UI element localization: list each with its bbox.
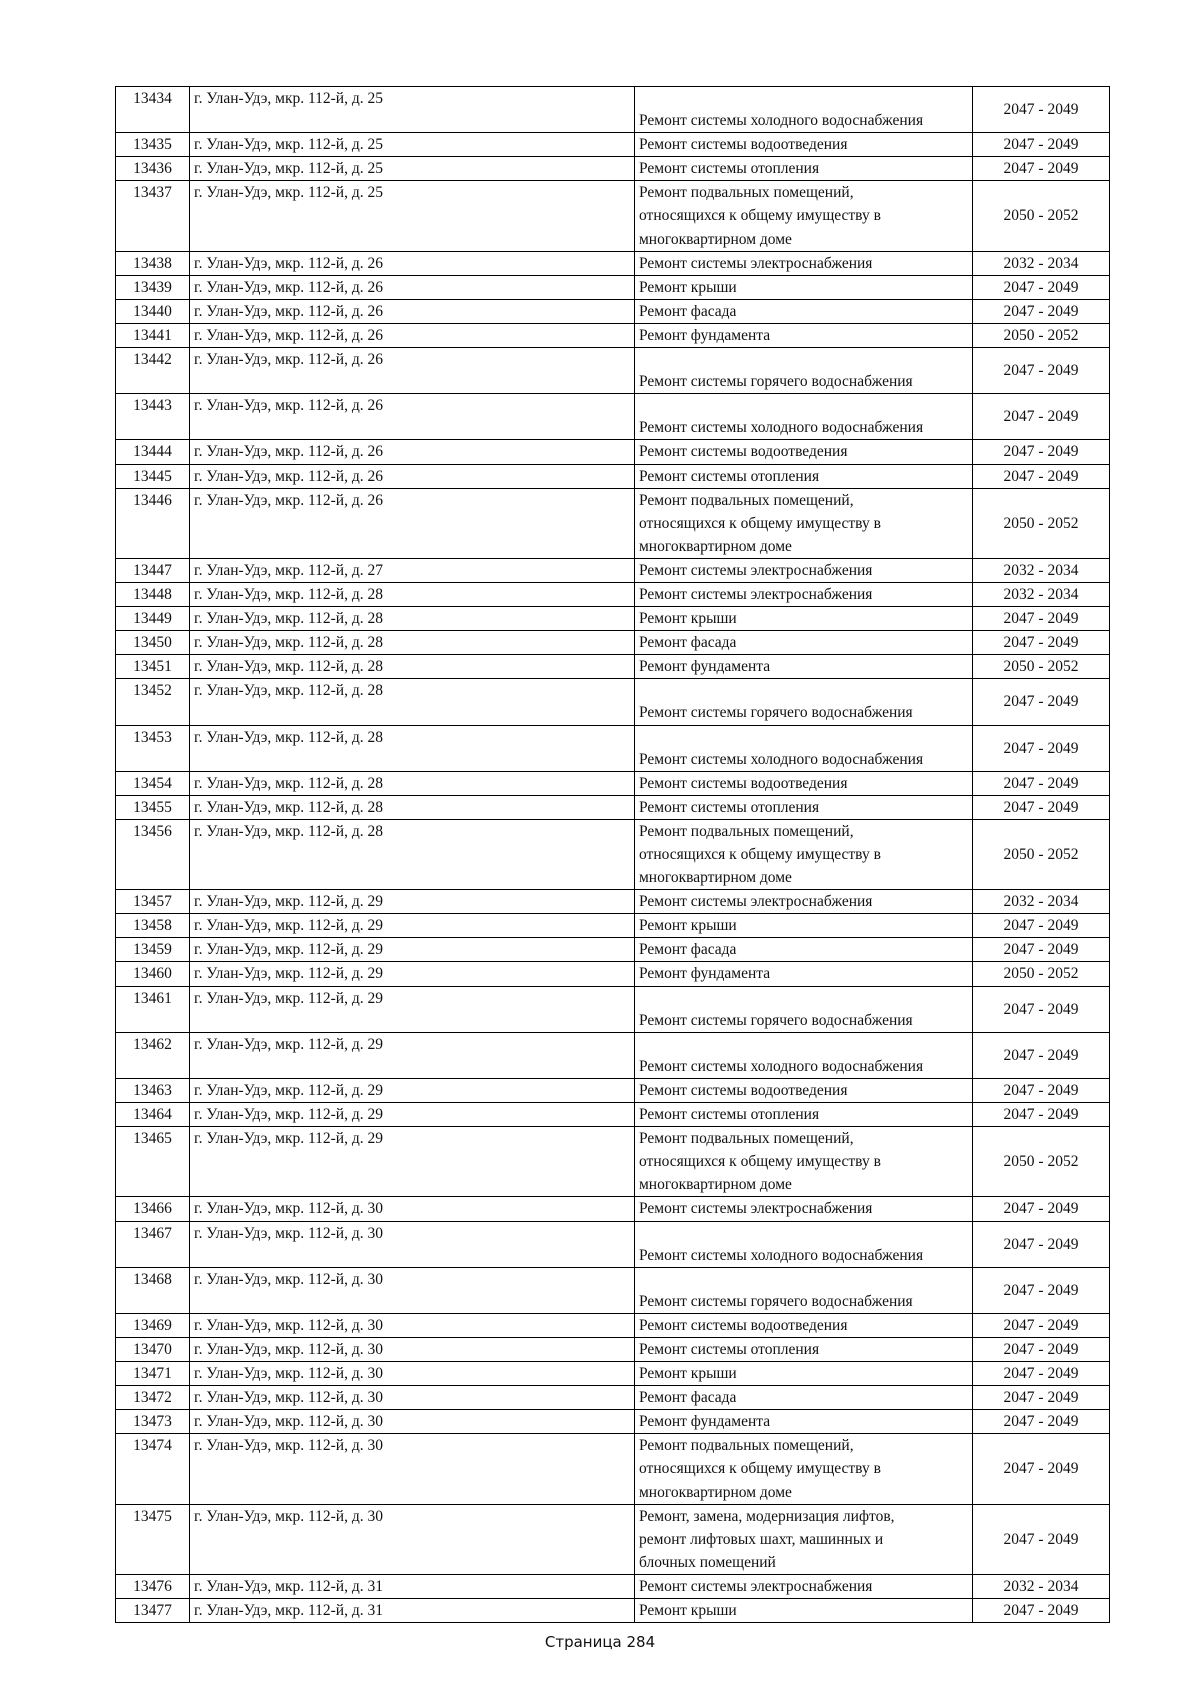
- table-row: [116, 819, 1110, 889]
- row-work-type: [635, 1599, 973, 1623]
- row-address: г. Улан-Удэ, мкр. 112-й, д. 29: [190, 890, 635, 914]
- work-line: Ремонт системы электроснабжения: [639, 1200, 873, 1218]
- row-number: 13447: [116, 558, 190, 582]
- row-period: 2047 - 2049: [973, 440, 1110, 464]
- table-row: [116, 607, 1110, 631]
- work-line: многоквартирном доме: [639, 1176, 792, 1194]
- row-address: г. Улан-Удэ, мкр. 112-й, д. 31: [190, 1599, 635, 1623]
- row-period: 2047 - 2049: [973, 1337, 1110, 1361]
- row-number: 13465: [116, 1127, 190, 1197]
- row-number: 13456: [116, 819, 190, 889]
- work-line: Ремонт крыши: [639, 917, 737, 935]
- table-row: [116, 1127, 1110, 1197]
- row-period: 2032 - 2034: [973, 251, 1110, 275]
- row-address: г. Улан-Удэ, мкр. 112-й, д. 25: [190, 157, 635, 181]
- work-line: Ремонт подвальных помещений,: [639, 184, 854, 202]
- work-line: Ремонт системы горячего водоснабжения: [639, 704, 913, 722]
- row-period: 2050 - 2052: [973, 655, 1110, 679]
- work-line: многоквартирном доме: [639, 869, 792, 887]
- work-line: Ремонт крыши: [639, 610, 737, 628]
- row-address: г. Улан-Удэ, мкр. 112-й, д. 31: [190, 1574, 635, 1598]
- work-line: Ремонт системы холодного водоснабжения: [639, 1057, 924, 1075]
- row-number: 13468: [116, 1267, 190, 1313]
- work-line: Ремонт фундамента: [639, 326, 771, 344]
- row-number: 13460: [116, 962, 190, 986]
- table-row: [116, 582, 1110, 606]
- row-number: 13461: [116, 986, 190, 1032]
- row-number: 13472: [116, 1386, 190, 1410]
- row-address: г. Улан-Удэ, мкр. 112-й, д. 29: [190, 1127, 635, 1197]
- table-row: [116, 1337, 1110, 1361]
- row-period: 2047 - 2049: [973, 1599, 1110, 1623]
- work-line: Ремонт крыши: [639, 278, 737, 296]
- row-work-type: [635, 725, 973, 771]
- table-row: [116, 771, 1110, 795]
- row-period: 2047 - 2049: [973, 771, 1110, 795]
- row-number: 13444: [116, 440, 190, 464]
- row-address: г. Улан-Удэ, мкр. 112-й, д. 30: [190, 1337, 635, 1361]
- row-work-type: [635, 795, 973, 819]
- row-number: 13470: [116, 1337, 190, 1361]
- row-period: 2047 - 2049: [973, 157, 1110, 181]
- row-work-type: [635, 181, 973, 251]
- table-row: [116, 938, 1110, 962]
- row-address: г. Улан-Удэ, мкр. 112-й, д. 29: [190, 1078, 635, 1102]
- row-period: 2047 - 2049: [973, 133, 1110, 157]
- work-line: Ремонт системы электроснабжения: [639, 254, 873, 272]
- row-address: г. Улан-Удэ, мкр. 112-й, д. 30: [190, 1197, 635, 1221]
- row-work-type: [635, 1504, 973, 1574]
- table-row: [116, 679, 1110, 725]
- table-row: [116, 1313, 1110, 1337]
- row-address: г. Улан-Удэ, мкр. 112-й, д. 28: [190, 795, 635, 819]
- work-line: Ремонт системы холодного водоснабжения: [639, 750, 924, 768]
- table-row: [116, 87, 1110, 133]
- row-work-type: [635, 986, 973, 1032]
- row-address: г. Улан-Удэ, мкр. 112-й, д. 26: [190, 251, 635, 275]
- row-work-type: [635, 679, 973, 725]
- row-work-type: [635, 1127, 973, 1197]
- row-period: 2047 - 2049: [973, 607, 1110, 631]
- row-number: 13446: [116, 488, 190, 558]
- row-address: г. Улан-Удэ, мкр. 112-й, д. 29: [190, 986, 635, 1032]
- row-address: г. Улан-Удэ, мкр. 112-й, д. 29: [190, 1032, 635, 1078]
- work-line: относящихся к общему имуществу в: [639, 514, 881, 532]
- table-row: [116, 1574, 1110, 1598]
- row-period: 2047 - 2049: [973, 1078, 1110, 1102]
- row-address: г. Улан-Удэ, мкр. 112-й, д. 28: [190, 725, 635, 771]
- work-line: Ремонт системы отопления: [639, 1106, 820, 1124]
- row-number: 13445: [116, 464, 190, 488]
- row-period: 2050 - 2052: [973, 323, 1110, 347]
- row-work-type: [635, 157, 973, 181]
- row-number: 13436: [116, 157, 190, 181]
- row-address: г. Улан-Удэ, мкр. 112-й, д. 29: [190, 962, 635, 986]
- row-address: г. Улан-Удэ, мкр. 112-й, д. 28: [190, 582, 635, 606]
- table-row: [116, 986, 1110, 1032]
- row-number: 13452: [116, 679, 190, 725]
- table-row: [116, 1078, 1110, 1102]
- work-line: Ремонт системы холодного водоснабжения: [639, 1246, 924, 1264]
- row-number: 13437: [116, 181, 190, 251]
- row-period: 2050 - 2052: [973, 488, 1110, 558]
- row-period: 2047 - 2049: [973, 986, 1110, 1032]
- row-period: 2050 - 2052: [973, 819, 1110, 889]
- row-work-type: [635, 1386, 973, 1410]
- row-period: 2047 - 2049: [973, 1386, 1110, 1410]
- row-number: 13441: [116, 323, 190, 347]
- row-period: 2032 - 2034: [973, 558, 1110, 582]
- row-work-type: [635, 938, 973, 962]
- row-period: 2047 - 2049: [973, 299, 1110, 323]
- table-row: [116, 558, 1110, 582]
- table-row: [116, 962, 1110, 986]
- row-number: 13466: [116, 1197, 190, 1221]
- row-address: г. Улан-Удэ, мкр. 112-й, д. 29: [190, 914, 635, 938]
- row-work-type: [635, 348, 973, 394]
- work-line: Ремонт подвальных помещений,: [639, 822, 854, 840]
- row-work-type: [635, 299, 973, 323]
- row-work-type: [635, 655, 973, 679]
- row-number: 13451: [116, 655, 190, 679]
- row-address: г. Улан-Удэ, мкр. 112-й, д. 30: [190, 1434, 635, 1504]
- row-period: 2047 - 2049: [973, 87, 1110, 133]
- row-address: г. Улан-Удэ, мкр. 112-й, д. 25: [190, 133, 635, 157]
- table-row: [116, 1434, 1110, 1504]
- work-line: Ремонт крыши: [639, 1365, 737, 1383]
- row-work-type: [635, 582, 973, 606]
- row-work-type: [635, 87, 973, 133]
- table-row: [116, 725, 1110, 771]
- row-address: г. Улан-Удэ, мкр. 112-й, д. 26: [190, 348, 635, 394]
- work-line: Ремонт системы электроснабжения: [639, 561, 873, 579]
- row-number: 13476: [116, 1574, 190, 1598]
- work-line: Ремонт системы электроснабжения: [639, 893, 873, 911]
- row-address: г. Улан-Удэ, мкр. 112-й, д. 29: [190, 1103, 635, 1127]
- row-work-type: [635, 962, 973, 986]
- work-line: Ремонт системы водоотведения: [639, 774, 848, 792]
- table-row: [116, 1599, 1110, 1623]
- work-line: Ремонт системы отопления: [639, 1340, 820, 1358]
- row-period: 2047 - 2049: [973, 1032, 1110, 1078]
- row-period: 2047 - 2049: [973, 1103, 1110, 1127]
- row-number: 13434: [116, 87, 190, 133]
- table-row: [116, 394, 1110, 440]
- row-number: 13477: [116, 1599, 190, 1623]
- table-row: [116, 299, 1110, 323]
- row-period: 2047 - 2049: [973, 275, 1110, 299]
- row-period: 2047 - 2049: [973, 679, 1110, 725]
- row-number: 13457: [116, 890, 190, 914]
- row-address: г. Улан-Удэ, мкр. 112-й, д. 26: [190, 394, 635, 440]
- work-line: Ремонт системы водоотведения: [639, 1081, 848, 1099]
- work-line: многоквартирном доме: [639, 230, 792, 248]
- row-number: 13448: [116, 582, 190, 606]
- row-number: 13453: [116, 725, 190, 771]
- table-row: [116, 1032, 1110, 1078]
- table-row: [116, 348, 1110, 394]
- row-address: г. Улан-Удэ, мкр. 112-й, д. 30: [190, 1313, 635, 1337]
- row-work-type: [635, 890, 973, 914]
- work-line: Ремонт системы электроснабжения: [639, 585, 873, 603]
- table-row: [116, 890, 1110, 914]
- work-line: Ремонт фундамента: [639, 965, 771, 983]
- row-work-type: [635, 607, 973, 631]
- row-address: г. Улан-Удэ, мкр. 112-й, д. 26: [190, 275, 635, 299]
- row-number: 13442: [116, 348, 190, 394]
- row-address: г. Улан-Удэ, мкр. 112-й, д. 30: [190, 1410, 635, 1434]
- row-period: 2047 - 2049: [973, 795, 1110, 819]
- work-line: Ремонт системы водоотведения: [639, 1316, 848, 1334]
- row-number: 13464: [116, 1103, 190, 1127]
- row-address: г. Улан-Удэ, мкр. 112-й, д. 30: [190, 1221, 635, 1267]
- work-line: Ремонт системы горячего водоснабжения: [639, 1011, 913, 1029]
- row-work-type: [635, 1410, 973, 1434]
- row-address: г. Улан-Удэ, мкр. 112-й, д. 26: [190, 464, 635, 488]
- work-line: Ремонт системы водоотведения: [639, 136, 848, 154]
- row-work-type: [635, 1221, 973, 1267]
- row-number: 13438: [116, 251, 190, 275]
- row-period: 2047 - 2049: [973, 1410, 1110, 1434]
- row-work-type: [635, 771, 973, 795]
- row-period: 2047 - 2049: [973, 938, 1110, 962]
- table-row: [116, 275, 1110, 299]
- row-address: г. Улан-Удэ, мкр. 112-й, д. 28: [190, 655, 635, 679]
- work-line: относящихся к общему имуществу в: [639, 846, 881, 863]
- work-line: Ремонт системы горячего водоснабжения: [639, 373, 913, 391]
- row-period: 2047 - 2049: [973, 631, 1110, 655]
- row-work-type: [635, 1197, 973, 1221]
- row-period: 2047 - 2049: [973, 1362, 1110, 1386]
- row-address: г. Улан-Удэ, мкр. 112-й, д. 25: [190, 181, 635, 251]
- row-number: 13439: [116, 275, 190, 299]
- table-row: [116, 157, 1110, 181]
- table-row: [116, 914, 1110, 938]
- row-address: г. Улан-Удэ, мкр. 112-й, д. 30: [190, 1362, 635, 1386]
- row-period: 2047 - 2049: [973, 464, 1110, 488]
- work-line: Ремонт системы отопления: [639, 467, 820, 485]
- row-address: г. Улан-Удэ, мкр. 112-й, д. 30: [190, 1267, 635, 1313]
- row-period: 2032 - 2034: [973, 582, 1110, 606]
- row-period: 2050 - 2052: [973, 1127, 1110, 1197]
- table-body: [116, 87, 1110, 1623]
- row-address: г. Улан-Удэ, мкр. 112-й, д. 25: [190, 87, 635, 133]
- work-line: Ремонт подвальных помещений,: [639, 491, 854, 509]
- table-row: [116, 1267, 1110, 1313]
- work-line: Ремонт крыши: [639, 1602, 737, 1619]
- row-number: 13475: [116, 1504, 190, 1574]
- table-row: [116, 655, 1110, 679]
- row-work-type: [635, 1313, 973, 1337]
- row-number: 13459: [116, 938, 190, 962]
- row-number: 13435: [116, 133, 190, 157]
- work-line: Ремонт подвальных помещений,: [639, 1130, 854, 1148]
- work-line: Ремонт, замена, модернизация лифтов,: [639, 1507, 895, 1525]
- table-row: [116, 1103, 1110, 1127]
- work-line: многоквартирном доме: [639, 1483, 792, 1501]
- table-row: [116, 133, 1110, 157]
- row-period: 2047 - 2049: [973, 1197, 1110, 1221]
- work-line: Ремонт системы холодного водоснабжения: [639, 112, 924, 130]
- row-work-type: [635, 558, 973, 582]
- row-work-type: [635, 1078, 973, 1102]
- row-address: г. Улан-Удэ, мкр. 112-й, д. 28: [190, 679, 635, 725]
- work-line: Ремонт системы холодного водоснабжения: [639, 419, 924, 437]
- row-address: г. Улан-Удэ, мкр. 112-й, д. 26: [190, 488, 635, 558]
- row-address: г. Улан-Удэ, мкр. 112-й, д. 30: [190, 1386, 635, 1410]
- row-period: 2032 - 2034: [973, 890, 1110, 914]
- table-row: [116, 631, 1110, 655]
- row-number: 13471: [116, 1362, 190, 1386]
- work-line: относящихся к общему имуществу в: [639, 1460, 881, 1478]
- table-row: [116, 1221, 1110, 1267]
- row-work-type: [635, 440, 973, 464]
- row-period: 2047 - 2049: [973, 725, 1110, 771]
- work-line: Ремонт системы водоотведения: [639, 443, 848, 461]
- work-line: Ремонт подвальных помещений,: [639, 1437, 854, 1455]
- row-period: 2047 - 2049: [973, 914, 1110, 938]
- row-number: 13450: [116, 631, 190, 655]
- row-work-type: [635, 464, 973, 488]
- row-work-type: [635, 1362, 973, 1386]
- work-line: Ремонт фасада: [639, 302, 737, 320]
- work-line: Ремонт системы электроснабжения: [639, 1577, 873, 1595]
- row-period: 2047 - 2049: [973, 1504, 1110, 1574]
- row-work-type: [635, 914, 973, 938]
- row-work-type: [635, 275, 973, 299]
- work-line: относящихся к общему имуществу в: [639, 207, 881, 225]
- work-line: Ремонт системы отопления: [639, 160, 820, 178]
- work-line: Ремонт системы отопления: [639, 798, 820, 816]
- table-row: [116, 1410, 1110, 1434]
- row-work-type: [635, 133, 973, 157]
- work-line: блочных помещений: [639, 1553, 776, 1571]
- table-row: [116, 181, 1110, 251]
- row-period: 2032 - 2034: [973, 1574, 1110, 1598]
- row-address: г. Улан-Удэ, мкр. 112-й, д. 30: [190, 1504, 635, 1574]
- row-period: 2047 - 2049: [973, 1434, 1110, 1504]
- row-address: г. Улан-Удэ, мкр. 112-й, д. 28: [190, 607, 635, 631]
- row-work-type: [635, 1267, 973, 1313]
- row-address: г. Улан-Удэ, мкр. 112-й, д. 28: [190, 631, 635, 655]
- row-number: 13443: [116, 394, 190, 440]
- row-number: 13458: [116, 914, 190, 938]
- row-address: г. Улан-Удэ, мкр. 112-й, д. 26: [190, 440, 635, 464]
- row-period: 2047 - 2049: [973, 1313, 1110, 1337]
- row-number: 13462: [116, 1032, 190, 1078]
- row-work-type: [635, 251, 973, 275]
- row-address: г. Улан-Удэ, мкр. 112-й, д. 26: [190, 299, 635, 323]
- work-line: Ремонт фасада: [639, 1389, 737, 1407]
- row-period: 2050 - 2052: [973, 962, 1110, 986]
- work-line: многоквартирном доме: [639, 537, 792, 555]
- row-address: г. Улан-Удэ, мкр. 112-й, д. 28: [190, 771, 635, 795]
- row-period: 2047 - 2049: [973, 394, 1110, 440]
- table-row: [116, 795, 1110, 819]
- work-line: относящихся к общему имуществу в: [639, 1153, 881, 1171]
- table-row: [116, 1504, 1110, 1574]
- row-period: 2047 - 2049: [973, 348, 1110, 394]
- table-row: [116, 1386, 1110, 1410]
- row-address: г. Улан-Удэ, мкр. 112-й, д. 26: [190, 323, 635, 347]
- row-address: г. Улан-Удэ, мкр. 112-й, д. 27: [190, 558, 635, 582]
- row-number: 13455: [116, 795, 190, 819]
- table-row: [116, 323, 1110, 347]
- row-work-type: [635, 819, 973, 889]
- row-work-type: [635, 323, 973, 347]
- row-number: 13469: [116, 1313, 190, 1337]
- table-row: [116, 464, 1110, 488]
- row-work-type: [635, 394, 973, 440]
- row-work-type: [635, 1337, 973, 1361]
- row-work-type: [635, 631, 973, 655]
- row-number: 13440: [116, 299, 190, 323]
- row-number: 13473: [116, 1410, 190, 1434]
- row-work-type: [635, 1103, 973, 1127]
- row-address: г. Улан-Удэ, мкр. 112-й, д. 29: [190, 938, 635, 962]
- row-number: 13454: [116, 771, 190, 795]
- work-line: Ремонт фундамента: [639, 1413, 771, 1431]
- row-period: 2047 - 2049: [973, 1267, 1110, 1313]
- table-row: [116, 1362, 1110, 1386]
- table-row: [116, 1197, 1110, 1221]
- row-number: 13474: [116, 1434, 190, 1504]
- work-line: Ремонт системы горячего водоснабжения: [639, 1292, 913, 1310]
- row-number: 13449: [116, 607, 190, 631]
- table-row: [116, 440, 1110, 464]
- row-period: 2050 - 2052: [973, 181, 1110, 251]
- page-number: Страница 284: [544, 1633, 656, 1651]
- row-work-type: [635, 488, 973, 558]
- row-work-type: [635, 1574, 973, 1598]
- row-number: 13463: [116, 1078, 190, 1102]
- table-row: [116, 488, 1110, 558]
- work-line: ремонт лифтовых шахт, машинных и: [639, 1530, 884, 1548]
- work-line: Ремонт фундамента: [639, 658, 771, 676]
- row-work-type: [635, 1434, 973, 1504]
- row-period: 2047 - 2049: [973, 1221, 1110, 1267]
- row-address: г. Улан-Удэ, мкр. 112-й, д. 28: [190, 819, 635, 889]
- work-line: Ремонт фасада: [639, 634, 737, 652]
- row-work-type: [635, 1032, 973, 1078]
- row-number: 13467: [116, 1221, 190, 1267]
- work-line: Ремонт фасада: [639, 941, 737, 959]
- repair-schedule-table: [115, 86, 1110, 1623]
- table-row: [116, 251, 1110, 275]
